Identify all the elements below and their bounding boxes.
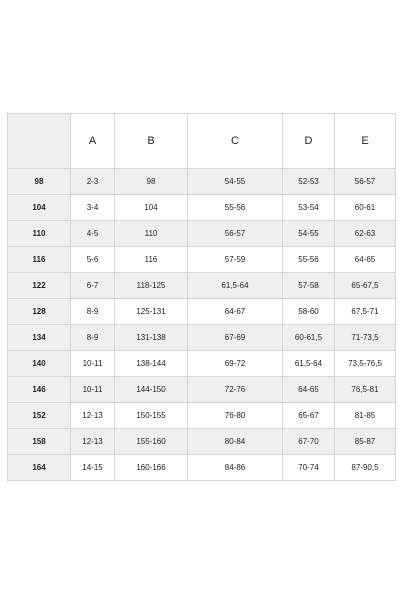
table-cell: 116 (115, 247, 188, 273)
table-cell: 53-54 (283, 195, 335, 221)
column-header-c: C (188, 114, 283, 169)
table-row (8, 169, 396, 195)
table-cell: 8-9 (71, 299, 115, 325)
table-cell: 65-67,5 (335, 273, 396, 299)
column-header-e: E (335, 114, 396, 169)
table-cell: 4-5 (71, 221, 115, 247)
row-size-label: 140 (8, 351, 71, 377)
table-cell: 76,5-81 (335, 377, 396, 403)
size-chart-table (7, 113, 396, 481)
table-cell: 62-63 (335, 221, 396, 247)
row-size-label: 128 (8, 299, 71, 325)
table-cell: 61,5-64 (188, 273, 283, 299)
size-chart-body (8, 169, 396, 481)
table-cell: 81-85 (335, 403, 396, 429)
size-chart-header (8, 114, 396, 169)
table-cell: 76-80 (188, 403, 283, 429)
header-row (8, 114, 396, 169)
table-row (8, 403, 396, 429)
table-cell: 10-11 (71, 377, 115, 403)
table-cell: 160-166 (115, 455, 188, 481)
row-size-label: 152 (8, 403, 71, 429)
table-cell: 2-3 (71, 169, 115, 195)
table-cell: 155-160 (115, 429, 188, 455)
row-size-label: 116 (8, 247, 71, 273)
table-cell: 144-150 (115, 377, 188, 403)
table-cell: 67-70 (283, 429, 335, 455)
table-cell: 56-57 (335, 169, 396, 195)
table-row (8, 377, 396, 403)
table-cell: 54-55 (188, 169, 283, 195)
table-row (8, 195, 396, 221)
table-cell: 54-55 (283, 221, 335, 247)
table-row (8, 247, 396, 273)
table-cell: 84-86 (188, 455, 283, 481)
table-row (8, 221, 396, 247)
table-cell: 138-144 (115, 351, 188, 377)
table-cell: 69-72 (188, 351, 283, 377)
table-cell: 60-61,5 (283, 325, 335, 351)
row-size-label: 134 (8, 325, 71, 351)
row-size-label: 98 (8, 169, 71, 195)
table-cell: 52-53 (283, 169, 335, 195)
table-row (8, 455, 396, 481)
table-cell: 65-67 (283, 403, 335, 429)
table-row (8, 299, 396, 325)
table-cell: 67-69 (188, 325, 283, 351)
row-size-label: 110 (8, 221, 71, 247)
table-cell: 8-9 (71, 325, 115, 351)
table-cell: 67,5-71 (335, 299, 396, 325)
table-cell: 71-73,5 (335, 325, 396, 351)
table-cell: 55-56 (283, 247, 335, 273)
table-cell: 125-131 (115, 299, 188, 325)
row-size-label: 122 (8, 273, 71, 299)
table-cell: 12-13 (71, 429, 115, 455)
table-cell: 12-13 (71, 403, 115, 429)
table-cell: 61,5-64 (283, 351, 335, 377)
table-cell: 56-57 (188, 221, 283, 247)
table-cell: 87-90,5 (335, 455, 396, 481)
column-header-a: A (71, 114, 115, 169)
table-cell: 104 (115, 195, 188, 221)
table-cell: 118-125 (115, 273, 188, 299)
row-size-label: 104 (8, 195, 71, 221)
table-cell: 80-84 (188, 429, 283, 455)
table-cell: 60-61 (335, 195, 396, 221)
table-cell: 131-138 (115, 325, 188, 351)
table-cell: 6-7 (71, 273, 115, 299)
table-cell: 85-87 (335, 429, 396, 455)
row-size-label: 158 (8, 429, 71, 455)
table-cell: 55-56 (188, 195, 283, 221)
column-header-b: B (115, 114, 188, 169)
table-cell: 72-76 (188, 377, 283, 403)
table-cell: 70-74 (283, 455, 335, 481)
table-cell: 110 (115, 221, 188, 247)
table-cell: 5-6 (71, 247, 115, 273)
table-cell: 10-11 (71, 351, 115, 377)
table-cell: 64-65 (335, 247, 396, 273)
table-cell: 58-60 (283, 299, 335, 325)
row-size-label: 146 (8, 377, 71, 403)
table-row (8, 429, 396, 455)
table-cell: 98 (115, 169, 188, 195)
table-cell: 73,5-76,5 (335, 351, 396, 377)
table-cell: 14-15 (71, 455, 115, 481)
table-row (8, 273, 396, 299)
table-cell: 150-155 (115, 403, 188, 429)
table-row (8, 351, 396, 377)
table-cell: 64-67 (188, 299, 283, 325)
table-cell: 57-58 (283, 273, 335, 299)
corner-cell (8, 114, 71, 169)
table-row (8, 325, 396, 351)
row-size-label: 164 (8, 455, 71, 481)
column-header-d: D (283, 114, 335, 169)
table-cell: 57-59 (188, 247, 283, 273)
table-cell: 3-4 (71, 195, 115, 221)
table-cell: 64-65 (283, 377, 335, 403)
